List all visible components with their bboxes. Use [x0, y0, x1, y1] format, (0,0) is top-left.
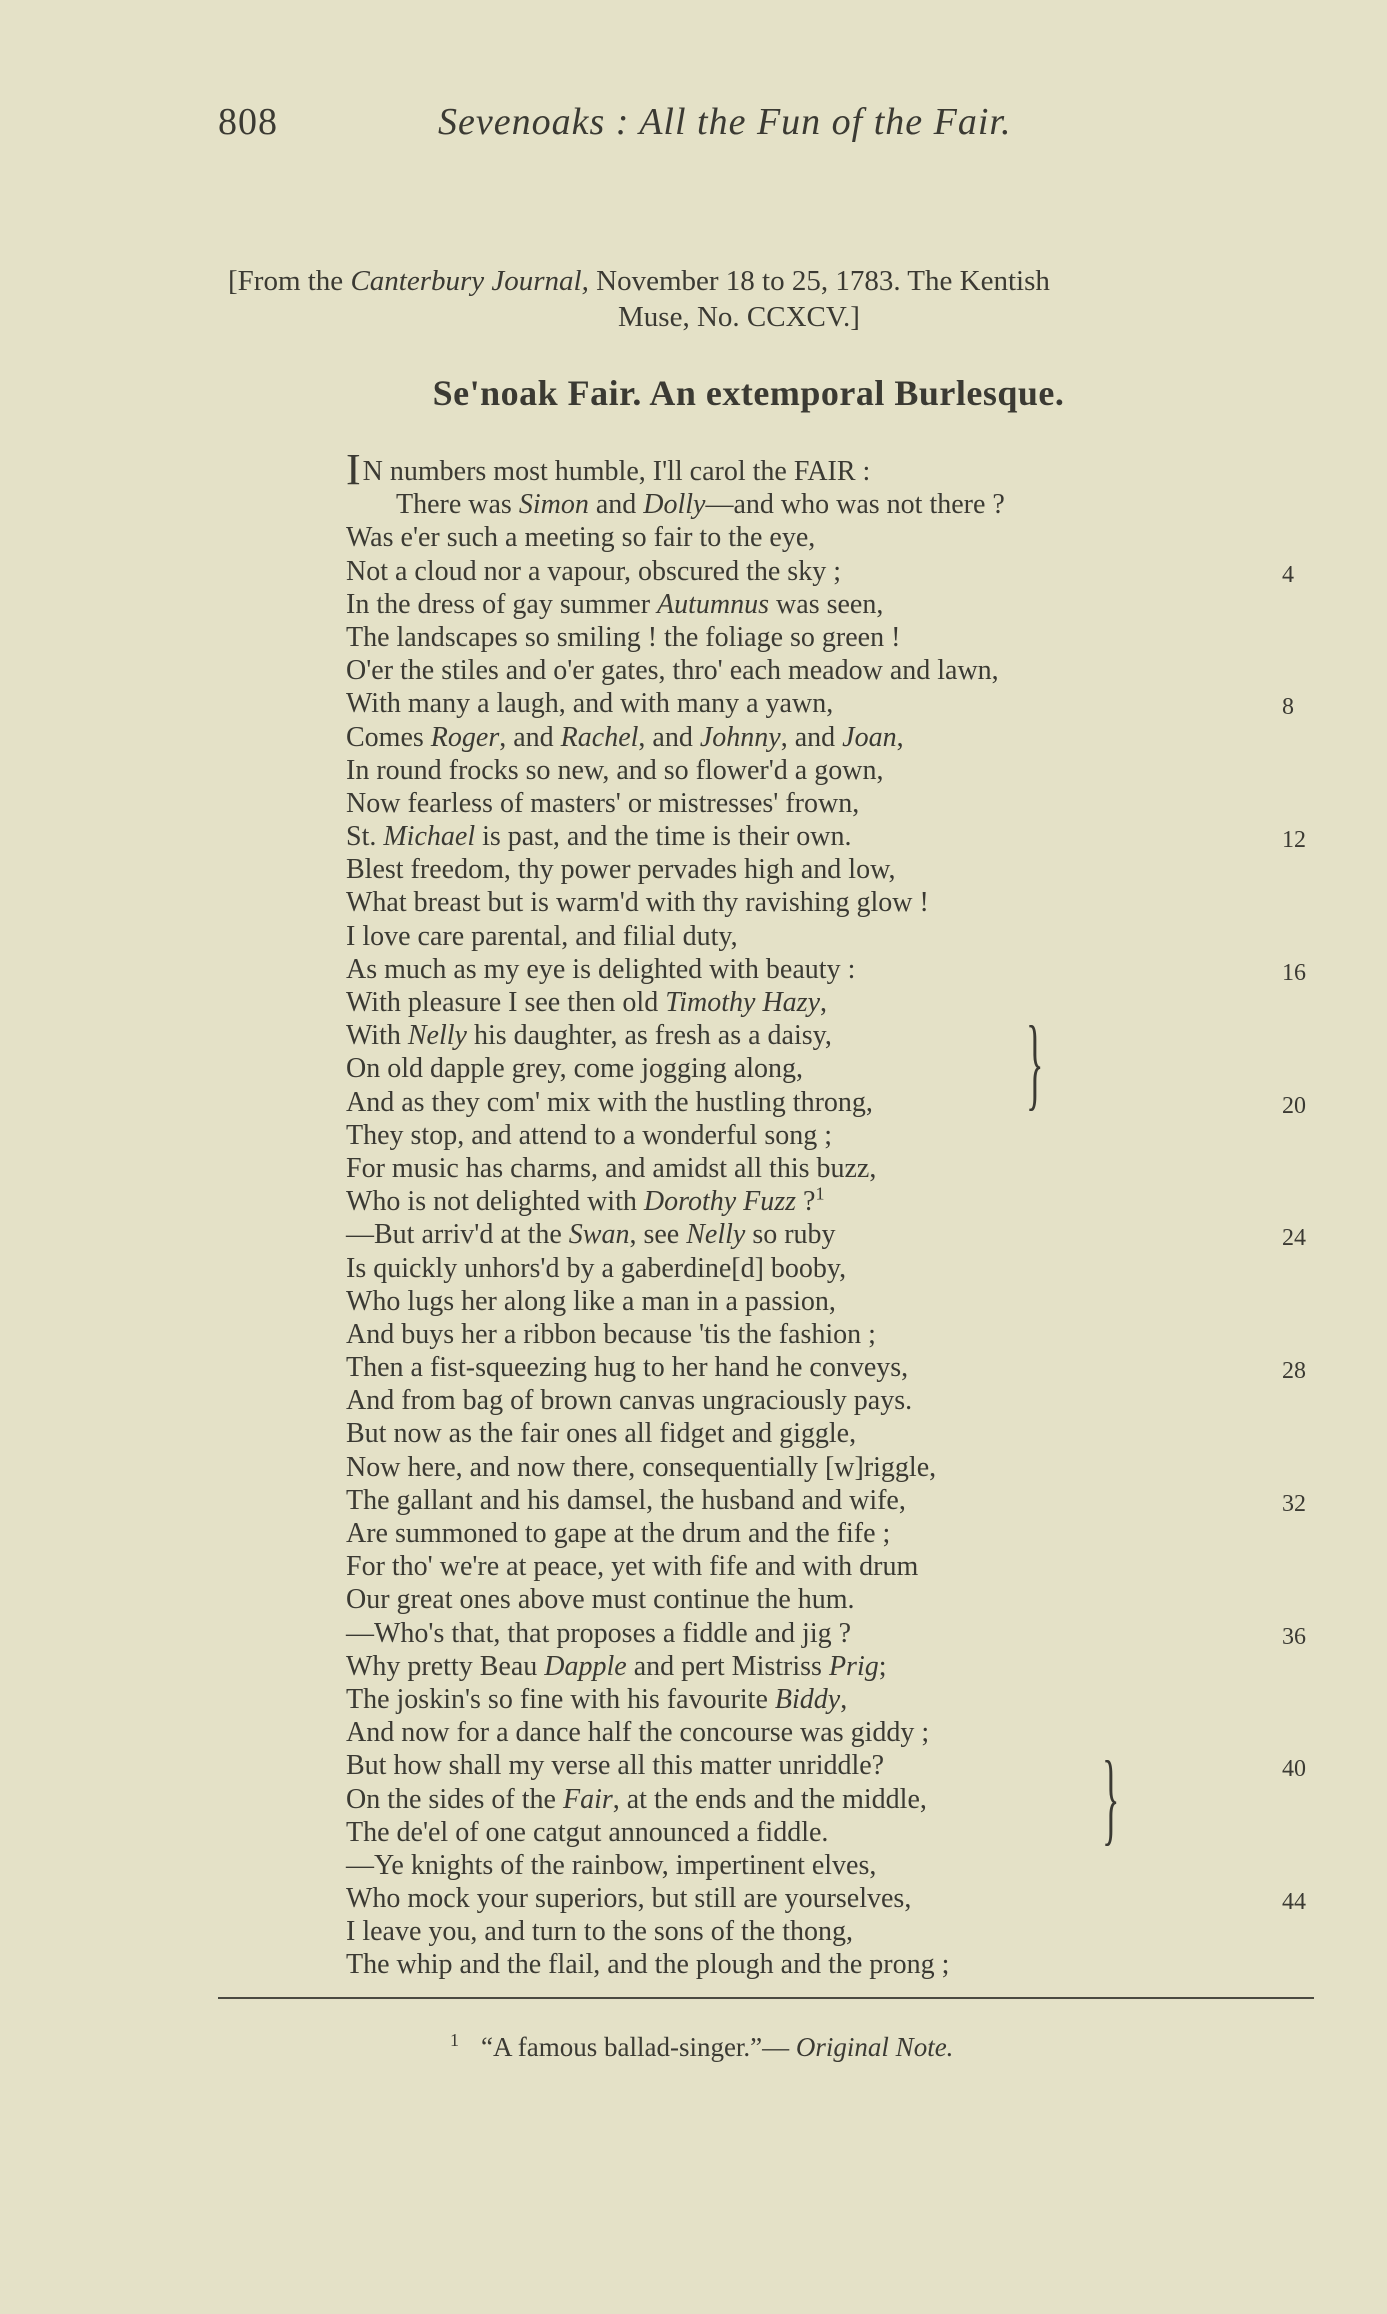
poem-line: [346, 721, 1326, 754]
poem-line: [346, 1351, 1326, 1384]
text-segment: O'er the stiles and o'er gates, thro' each meadow and lawn,: [346, 655, 999, 687]
source-suffix: November 18 to 25, 1783. The Kentish: [588, 265, 1050, 297]
poem-line-text: [346, 887, 929, 918]
text-segment: As much as my eye is delighted with beauty :: [346, 953, 856, 985]
poem-line: [346, 588, 1326, 621]
text-segment: so ruby: [745, 1219, 836, 1251]
poem-line: [346, 1384, 1326, 1417]
poem-line-text: [346, 921, 738, 952]
text-segment: , at the ends and the middle,: [612, 1783, 927, 1815]
poem-line: [346, 853, 1326, 886]
poem-line-text: [346, 1618, 851, 1649]
text-segment: They stop, and attend to a wonderful song ;: [346, 1119, 833, 1151]
line-number: 44: [1282, 1889, 1306, 1916]
poem-line: [346, 1617, 1326, 1650]
text-segment: Who is not delighted with: [346, 1186, 644, 1218]
text-segment: Who mock your superiors, but still are yourselves,: [346, 1883, 912, 1915]
poem-line-text: [346, 1817, 828, 1848]
poem-line: [346, 1119, 1326, 1152]
poem-line: [346, 1185, 1326, 1218]
poem-line: [346, 1882, 1326, 1915]
poem-line-text: [346, 1352, 908, 1383]
line-number: 36: [1282, 1623, 1306, 1650]
italic-name: Roger: [430, 721, 500, 753]
footnote: [450, 2030, 953, 2063]
page-number: 808: [218, 101, 278, 143]
italic-name: Simon: [518, 489, 589, 521]
text-segment: In the dress of gay summer: [346, 588, 658, 620]
footnote-ref: 1: [815, 1183, 825, 1204]
text-segment: The whip and the flail, and the plough and the prong ;: [346, 1949, 950, 1981]
poem-line: [346, 1816, 1326, 1849]
text-segment: On the sides of the: [346, 1783, 563, 1815]
source-citation-line-2: Muse, No. CCXCV.]: [618, 301, 860, 333]
poem-line: [346, 488, 1326, 521]
poem-line-text: [346, 622, 900, 653]
text-segment: —Who's that, that proposes a fiddle and jig ?: [346, 1617, 852, 1649]
text-segment: And from bag of brown canvas ungraciously pays.: [346, 1385, 913, 1417]
text-segment: Blest freedom, thy power pervades high and low,: [346, 854, 896, 886]
text-segment: The joskin's so fine with his favourite: [346, 1683, 775, 1715]
poem-line: [346, 1252, 1326, 1285]
poem-line: [346, 687, 1326, 720]
poem-line: [346, 1285, 1326, 1318]
italic-name: Dolly: [643, 489, 706, 521]
poem-line: [346, 1783, 1326, 1816]
poem-line: [346, 1417, 1326, 1450]
line-number: 20: [1282, 1092, 1306, 1119]
text-segment: With: [346, 1020, 408, 1052]
italic-name: Joan: [842, 721, 897, 753]
footnote-rule: [218, 1997, 1314, 1999]
text-segment: On old dapple grey, come jogging along,: [346, 1053, 803, 1085]
poem-line: [346, 1716, 1326, 1749]
poem-line: [346, 820, 1326, 853]
text-segment: ,: [840, 1683, 848, 1715]
poem-line-text: [346, 1717, 929, 1748]
text-segment: ?: [796, 1186, 816, 1218]
poem-line-text: [346, 854, 896, 885]
poem-line-text: [346, 1651, 887, 1682]
poem-line: [346, 920, 1326, 953]
drop-cap: I: [346, 445, 361, 494]
text-segment: The landscapes so smiling ! the foliage so green !: [346, 621, 901, 653]
line-number: 40: [1282, 1756, 1306, 1783]
italic-name: Fair: [562, 1783, 613, 1815]
text-segment: Now here, and now there, consequentially [w]riggle,: [346, 1451, 937, 1483]
text-segment: And as they com' mix with the hustling throng,: [346, 1086, 873, 1118]
italic-name: Nelly: [407, 1020, 467, 1052]
poem-line-text: [346, 1684, 847, 1715]
poem-line-text: [346, 954, 855, 985]
text-segment: —and who was not there ?: [705, 489, 1005, 521]
text-segment: With pleasure I see then old: [346, 987, 666, 1018]
poem-line: [346, 1948, 1326, 1981]
text-segment: Are summoned to gape at the drum and the fife ;: [346, 1518, 891, 1549]
poem-line: [346, 1451, 1326, 1484]
text-segment: Our great ones above must continue the hum.: [346, 1584, 855, 1616]
brace-lines-40-42: }: [1102, 1740, 1120, 1855]
poem-line: [346, 445, 1326, 494]
running-title: Sevenoaks : All the Fun of the Fair.: [438, 101, 1012, 143]
poem-line: [346, 1052, 1326, 1085]
poem-line-text: [396, 489, 1005, 520]
text-segment: , and: [499, 721, 561, 753]
poem-line-text: [346, 1087, 873, 1118]
footnote-text: “A famous ballad-singer.”—: [481, 2032, 796, 2062]
poem-line-text: [346, 1584, 855, 1615]
italic-name: Nelly: [686, 1219, 746, 1251]
italic-name: Swan: [568, 1219, 630, 1251]
poem-line: [346, 1086, 1326, 1119]
text-segment: The de'el of one catgut announced a fiddle.: [346, 1816, 829, 1848]
text-segment: , and: [780, 721, 843, 753]
poem-line: [346, 986, 1326, 1019]
line-number: 24: [1282, 1225, 1306, 1252]
poem-line: [346, 1849, 1326, 1882]
poem-line-text: [346, 755, 883, 786]
source-prefix: [From the: [228, 265, 351, 297]
text-segment: his daughter, as fresh as a daisy,: [466, 1020, 832, 1052]
poem-line-text: [346, 1485, 906, 1516]
poem-line-text: [346, 1452, 936, 1483]
poem-line-text: [346, 1883, 911, 1914]
poem-line-text: [346, 1219, 836, 1250]
poem-line-text: [346, 1949, 949, 1980]
text-segment: For tho' we're at peace, yet with fife and with drum: [346, 1551, 919, 1583]
poem-line-text: [346, 1286, 836, 1317]
poem-line: [346, 1484, 1326, 1517]
text-segment: and: [588, 489, 644, 521]
italic-name: Michael: [383, 821, 476, 853]
poem-line-text: [346, 1850, 876, 1881]
text-segment: and pert Mistriss: [626, 1650, 829, 1682]
text-segment: But now as the fair ones all fidget and giggle,: [346, 1418, 857, 1450]
poem-line-text: [346, 722, 904, 753]
text-segment: St.: [346, 821, 384, 853]
poem-line-text: [346, 1183, 825, 1218]
text-segment: —Ye knights of the rainbow, impertinent elves,: [346, 1849, 877, 1881]
italic-name: Dorothy Fuzz: [643, 1186, 797, 1218]
poem-line: [346, 1318, 1326, 1351]
text-segment: Not a cloud nor a vapour, obscured the sky ;: [346, 555, 841, 587]
text-segment: And now for a dance half the concourse was giddy ;: [346, 1717, 930, 1749]
poem-line-text: [346, 1418, 856, 1449]
text-segment: I love care parental, and filial duty,: [346, 920, 738, 952]
line-number: 4: [1282, 561, 1294, 588]
running-head: [218, 100, 1218, 160]
journal-name: Canterbury Journal,: [350, 265, 589, 297]
poem-line-text: [346, 821, 852, 852]
poem-line: [346, 1550, 1326, 1583]
text-segment: , see: [629, 1219, 687, 1251]
text-segment: And buys her a ribbon because 'tis the fashion ;: [346, 1318, 876, 1350]
poem-line: [346, 1019, 1326, 1052]
line-number: 12: [1282, 827, 1306, 854]
poem-line: [346, 621, 1326, 654]
poem-line-text: [346, 987, 827, 1018]
italic-name: Prig: [828, 1650, 879, 1682]
poem-body: [346, 445, 1326, 1982]
poem-line: [346, 654, 1326, 687]
poem-line: [346, 754, 1326, 787]
text-segment: There was: [396, 489, 519, 521]
line-number: 16: [1282, 959, 1306, 986]
poem-line-text: [346, 1253, 846, 1284]
text-segment: In round frocks so new, and so flower'd a gown,: [346, 754, 884, 786]
text-segment: Now fearless of masters' or mistresses' frown,: [346, 787, 860, 819]
brace-lines-19-21: }: [1026, 1005, 1044, 1120]
poem-line-text: [346, 1916, 853, 1947]
text-segment: What breast but is warm'd with thy ravishing glow !: [346, 887, 929, 919]
text-segment: N numbers most humble, I'll carol the FAIR :: [362, 456, 871, 487]
poem-line-text: [346, 589, 883, 620]
poem-line: [346, 555, 1326, 588]
text-segment: was seen,: [769, 588, 884, 620]
text-segment: ,: [820, 987, 827, 1018]
text-segment: Who lugs her along like a man in a passion,: [346, 1285, 836, 1317]
poem-line-text: [346, 1020, 832, 1051]
poem-line: [346, 1517, 1326, 1550]
text-segment: Then a fist-squeezing hug to her hand he conveys,: [346, 1352, 909, 1384]
source-citation: [228, 263, 1308, 335]
poem-line-text: [346, 1319, 876, 1350]
italic-name: Dapple: [544, 1650, 627, 1682]
text-segment: With many a laugh, and with many a yawn,: [346, 688, 834, 720]
line-number: 32: [1282, 1490, 1306, 1517]
italic-name: Rachel: [560, 721, 639, 753]
footnote-source: Original Note.: [795, 2032, 954, 2062]
poem-line-text: [346, 1153, 876, 1184]
poem-line-text: [346, 688, 833, 719]
poem-line: [346, 787, 1326, 820]
italic-name: Biddy: [774, 1683, 841, 1715]
line-number: 28: [1282, 1358, 1306, 1385]
poem-line: [346, 1152, 1326, 1185]
poem-line-text: [346, 556, 841, 587]
poem-line: [346, 1583, 1326, 1616]
source-citation-line-1: [228, 263, 1308, 299]
poem-line-text: [346, 1551, 918, 1582]
line-number: 8: [1282, 694, 1294, 721]
text-segment: Is quickly unhors'd by a gaberdine[d] booby,: [346, 1252, 847, 1284]
poem-line-text: [346, 522, 815, 553]
text-segment: Why pretty Beau: [346, 1650, 545, 1682]
text-segment: Was e'er such a meeting so fair to the eye,: [346, 522, 816, 554]
poem-line: [346, 953, 1326, 986]
poem-line-text: [346, 655, 999, 686]
poem-line-text: [346, 1750, 884, 1781]
text-segment: For music has charms, and amidst all this buzz,: [346, 1152, 877, 1184]
text-segment: —But arriv'd at the: [346, 1219, 569, 1251]
poem-title: Se'noak Fair. An extemporal Burlesque.: [432, 373, 1065, 413]
poem-line-text: [346, 1120, 832, 1151]
text-segment: is past, and the time is their own.: [475, 821, 852, 853]
italic-name: Johnny: [699, 721, 781, 753]
poem-line: [346, 1650, 1326, 1683]
poem-line: [346, 886, 1326, 919]
poem-line: [346, 1915, 1326, 1948]
italic-name: Timothy Hazy: [665, 987, 820, 1018]
text-segment: ,: [896, 721, 904, 753]
poem-line: [346, 521, 1326, 554]
poem-line-text: [346, 445, 871, 494]
text-segment: But how shall my verse all this matter unriddle?: [346, 1750, 885, 1782]
poem-line: [346, 1218, 1326, 1251]
text-segment: Comes: [346, 721, 431, 753]
text-segment: The gallant and his damsel, the husband and wife,: [346, 1484, 906, 1516]
poem-line-text: [346, 788, 859, 819]
poem-line-text: [346, 1784, 927, 1815]
poem-line-text: [346, 1053, 803, 1084]
poem-line: [346, 1749, 1326, 1782]
text-segment: , and: [638, 721, 700, 753]
text-segment: I leave you, and turn to the sons of the thong,: [346, 1916, 854, 1948]
italic-name: Autumnus: [657, 588, 770, 620]
poem-line-text: [346, 1385, 912, 1416]
footnote-mark: 1: [450, 2030, 459, 2050]
poem-line-text: [346, 1518, 890, 1549]
poem-line: [346, 1683, 1326, 1716]
text-segment: ;: [878, 1650, 887, 1682]
